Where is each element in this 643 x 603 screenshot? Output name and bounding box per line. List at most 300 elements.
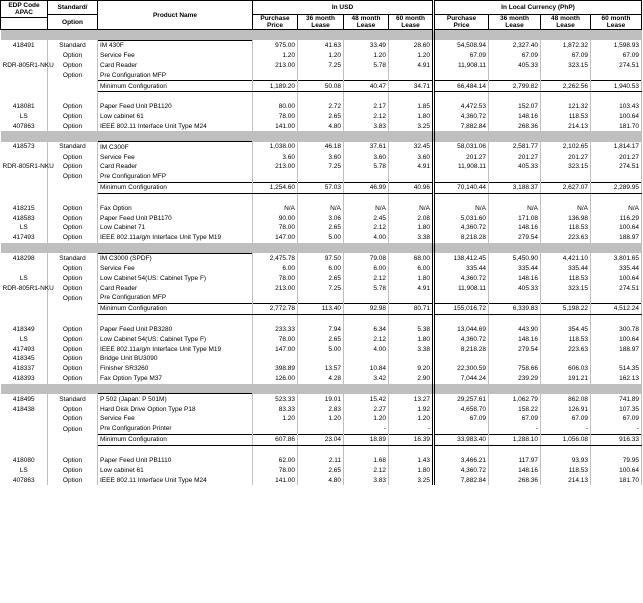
php-lease48-cell: 67.09	[541, 414, 591, 424]
php-lease36-cell: 268.36	[489, 475, 541, 485]
usd-purchase-cell	[253, 92, 298, 102]
usd-lease60-cell: 2.08	[389, 213, 434, 223]
php-purchase-cell: 11,908.11	[434, 283, 489, 293]
separator-cell	[489, 30, 541, 41]
php-purchase-cell	[434, 172, 489, 182]
separator-cell	[389, 243, 434, 253]
usd-lease48-cell: 2.12	[344, 112, 389, 122]
usd-lease48-cell: 4.00	[344, 344, 389, 354]
php-lease60-cell: -	[591, 424, 642, 434]
usd-lease60-cell: 3.25	[389, 122, 434, 132]
separator-cell	[541, 30, 591, 41]
php-lease60-cell	[591, 193, 642, 203]
standard-option-cell: Standard	[48, 394, 98, 404]
php-lease36-cell: 117.97	[489, 455, 541, 465]
usd-lease36-cell: 4.80	[298, 475, 344, 485]
php-lease36-cell: 67.09	[489, 414, 541, 424]
php-lease48-cell	[541, 354, 591, 364]
table-row	[1, 233, 642, 243]
product-name-cell: Fax Option	[98, 203, 253, 213]
product-name-cell: Minimum Configuration	[98, 81, 253, 92]
usd-lease60-cell: 1.20	[389, 414, 434, 424]
usd-purchase-cell: 147.00	[253, 233, 298, 243]
php-lease48-cell: 323.15	[541, 61, 591, 71]
usd-lease48-cell: 2.12	[344, 465, 389, 475]
php-purchase-cell: 3,466.21	[434, 455, 489, 465]
usd-lease48-cell: 1.68	[344, 455, 389, 465]
php-lease60-cell: 100.64	[591, 273, 642, 283]
usd-lease48-cell: 3.42	[344, 374, 389, 384]
usd-lease48-cell	[344, 314, 389, 324]
php-purchase-cell: 8,218.28	[434, 344, 489, 354]
table-body	[1, 30, 642, 485]
php-lease36-cell: 158.22	[489, 404, 541, 414]
php-lease36-cell: 148.16	[489, 223, 541, 233]
usd-lease48-cell: N/A	[344, 203, 389, 213]
usd-lease48-cell: 4.00	[344, 233, 389, 243]
local-group-header: In Local Currency (PhP)	[434, 1, 642, 15]
separator-cell	[541, 384, 591, 394]
php-purchase-cell: 5,031.60	[434, 213, 489, 223]
php-lease36-cell: N/A	[489, 203, 541, 213]
php-lease36-cell	[489, 354, 541, 364]
usd-purchase-cell: 607.86	[253, 434, 298, 445]
standard-option-cell: Option	[48, 223, 98, 233]
edp-code-cell: 418393	[1, 374, 48, 384]
edp-code-cell: 418298	[1, 253, 48, 263]
separator-cell	[434, 30, 489, 41]
standard-option-cell: Option	[48, 334, 98, 344]
table-row	[1, 70, 642, 80]
edp-code-cell: 418345	[1, 354, 48, 364]
php-lease48-cell: 118.53	[541, 223, 591, 233]
separator-cell	[253, 243, 298, 253]
product-name-cell: Bridge Unit BU3090	[98, 354, 253, 364]
table-row	[1, 122, 642, 132]
usd-lease48-cell	[344, 445, 389, 455]
php-purchase-cell: 54,508.94	[434, 40, 489, 50]
php-lease48-cell: 93.93	[541, 455, 591, 465]
edp-code-header: EDP Code APAC	[1, 1, 48, 18]
usd-lease60-cell: 4.91	[389, 162, 434, 172]
php-lease36-cell: 3,188.37	[489, 182, 541, 193]
usd-lease36-cell	[298, 354, 344, 364]
php-lease60-cell: 4,512.24	[591, 303, 642, 314]
standard-option-cell	[48, 81, 98, 92]
usd-lease60-cell	[389, 92, 434, 102]
php-lease60-cell: 274.51	[591, 162, 642, 172]
php-lease36-cell: 443.90	[489, 324, 541, 334]
separator-cell	[344, 131, 389, 141]
php-lease48-cell: -	[541, 424, 591, 434]
usd-lease48-cell: 1.20	[344, 51, 389, 61]
edp-code-cell: 418349	[1, 324, 48, 334]
edp-code-cell	[1, 314, 48, 324]
php-purchase-cell: 4,360.72	[434, 273, 489, 283]
standard-option-cell: Standard	[48, 142, 98, 152]
php-lease36-cell	[489, 445, 541, 455]
php-lease60-cell: 188.97	[591, 233, 642, 243]
edp-code-cell: 418081	[1, 102, 48, 112]
edp-code-cell	[1, 263, 48, 273]
table-row	[1, 283, 642, 293]
separator-cell	[298, 384, 344, 394]
php-lease48-cell	[541, 172, 591, 182]
usd-lease36-cell: 50.08	[298, 81, 344, 92]
product-name-cell: Finisher SR3260	[98, 364, 253, 374]
usd-lease48-cell: 18.89	[344, 434, 389, 445]
standard-option-cell: Option	[48, 293, 98, 303]
standard-option-cell: Option	[48, 404, 98, 414]
table-row	[1, 354, 642, 364]
usd-lease60-cell: 40.96	[389, 182, 434, 193]
usd-purchase-cell: 213.00	[253, 61, 298, 71]
usd-lease60-cell: 1.80	[389, 465, 434, 475]
usd-purchase-cell: 126.00	[253, 374, 298, 384]
php-purchase-cell: 138,412.45	[434, 253, 489, 263]
php-lease36-cell: 148.16	[489, 112, 541, 122]
php-lease36-cell: 6,339.83	[489, 303, 541, 314]
separator-cell	[48, 30, 98, 41]
php-lease48-cell: 223.63	[541, 233, 591, 243]
product-name-cell: Pre Configuration MFP	[98, 293, 253, 303]
edp-code-cell: 418573	[1, 142, 48, 152]
standard-option-cell	[48, 303, 98, 314]
table-row	[1, 40, 642, 50]
php-lease48-cell: 118.53	[541, 273, 591, 283]
edp-code-header-spacer	[1, 18, 48, 30]
product-name-cell: Card Reader	[98, 61, 253, 71]
separator-cell	[298, 131, 344, 141]
separator-cell	[344, 384, 389, 394]
usd-purchase-cell: 523.33	[253, 394, 298, 404]
table-row	[1, 374, 642, 384]
usd-lease36-cell: 4.28	[298, 374, 344, 384]
php-lease48-cell: 323.15	[541, 162, 591, 172]
product-name-cell	[98, 92, 253, 102]
standard-option-cell: Option	[48, 233, 98, 243]
table-row	[1, 223, 642, 233]
separator-cell	[1, 243, 48, 253]
php-lease36-cell: 405.33	[489, 61, 541, 71]
usd-lease48-cell: 5.78	[344, 61, 389, 71]
php-lease48-cell	[541, 293, 591, 303]
usd-lease36-cell	[298, 92, 344, 102]
php-lease60-cell	[591, 172, 642, 182]
usd-purchase-cell	[253, 172, 298, 182]
usd-purchase-cell: 1.20	[253, 414, 298, 424]
usd-purchase-cell: 80.00	[253, 102, 298, 112]
usd-purchase-cell: 78.00	[253, 273, 298, 283]
separator-cell	[48, 384, 98, 394]
usd-lease36-cell: 2.65	[298, 223, 344, 233]
php-lease60-cell	[591, 445, 642, 455]
php-purchase-cell	[434, 424, 489, 434]
php-lease60-cell	[591, 293, 642, 303]
php-lease48-cell: 136.98	[541, 213, 591, 223]
edp-code-cell: 418080	[1, 455, 48, 465]
product-name-cell: Fax Option Type M37	[98, 374, 253, 384]
php-lease36-cell: 5,450.90	[489, 253, 541, 263]
standard-option-cell: Option	[48, 324, 98, 334]
product-name-cell: Pre Configuration MFP	[98, 172, 253, 182]
php-lease60-cell: 1,598.93	[591, 40, 642, 50]
php-lease60-cell: 100.64	[591, 465, 642, 475]
section-separator	[1, 131, 642, 141]
table-row	[1, 293, 642, 303]
standard-option-cell: Option	[48, 112, 98, 122]
usd-purchase-cell	[253, 314, 298, 324]
usd-purchase-cell: 78.00	[253, 334, 298, 344]
usd-lease60-cell: 1.80	[389, 334, 434, 344]
php-purchase-cell	[434, 70, 489, 80]
usd-lease36-cell: 6.00	[298, 263, 344, 273]
section-separator	[1, 243, 642, 253]
usd-purchase-cell: 62.00	[253, 455, 298, 465]
standard-option-cell: Option	[48, 70, 98, 80]
php-lease48-cell: 214.13	[541, 122, 591, 132]
php-lease60-cell: 916.33	[591, 434, 642, 445]
php-purchase-cell: 335.44	[434, 263, 489, 273]
usd-lease36-cell	[298, 314, 344, 324]
product-name-cell: Pre Configuration Printer	[98, 424, 253, 434]
usd-lease48-cell: 92.98	[344, 303, 389, 314]
standard-option-cell: Option	[48, 414, 98, 424]
standard-option-cell: Option	[48, 162, 98, 172]
edp-code-cell: 418491	[1, 40, 48, 50]
usd-lease48-cell	[344, 193, 389, 203]
standard-option-cell	[48, 193, 98, 203]
standard-option-cell	[48, 445, 98, 455]
usd-lease36-cell	[298, 70, 344, 80]
separator-cell	[591, 384, 642, 394]
usd-lease48-cell: 2.12	[344, 223, 389, 233]
php-lease36-cell: -	[489, 424, 541, 434]
php-lease60-cell: 300.78	[591, 324, 642, 334]
usd-lease48-cell: 2.12	[344, 334, 389, 344]
standard-option-cell: Option	[48, 172, 98, 182]
usd-lease36-cell: 2.65	[298, 334, 344, 344]
php-lease60-cell: 162.13	[591, 374, 642, 384]
edp-code-cell: 418438	[1, 404, 48, 414]
php-lease60-cell: 514.35	[591, 364, 642, 374]
php-purchase-cell: 11,908.11	[434, 162, 489, 172]
edp-code-cell	[1, 445, 48, 455]
separator-cell	[1, 384, 48, 394]
usd-lease36-cell: 23.04	[298, 434, 344, 445]
table-row	[1, 81, 642, 92]
usd-lease48-cell: 3.60	[344, 152, 389, 162]
php-lease60-cell: 67.09	[591, 414, 642, 424]
separator-cell	[253, 384, 298, 394]
usd-purchase-cell: 90.00	[253, 213, 298, 223]
php-lease48-cell: 323.15	[541, 283, 591, 293]
usd-purchase-cell: 1.20	[253, 51, 298, 61]
php-lease60-cell: 79.95	[591, 455, 642, 465]
php-lease36-cell: 239.29	[489, 374, 541, 384]
php-lease36-cell: 148.16	[489, 465, 541, 475]
standard-option-cell	[48, 314, 98, 324]
php-lease60-cell: 741.89	[591, 394, 642, 404]
php-lease48-cell: 1,872.32	[541, 40, 591, 50]
php-purchase-cell: 29,257.61	[434, 394, 489, 404]
separator-cell	[489, 243, 541, 253]
product-name-cell: Pre Configuration MFP	[98, 70, 253, 80]
standard-option-cell: Option	[48, 354, 98, 364]
usd-lease60-cell: 1.92	[389, 404, 434, 414]
php-lease48-cell: 2,262.56	[541, 81, 591, 92]
php-lease48-cell: 118.53	[541, 465, 591, 475]
product-name-cell: Minimum Configuration	[98, 434, 253, 445]
edp-code-cell: 418495	[1, 394, 48, 404]
separator-cell	[591, 30, 642, 41]
separator-cell	[98, 30, 253, 41]
usd-lease36-cell	[298, 172, 344, 182]
php-purchase-cell: 22,300.59	[434, 364, 489, 374]
usd-lease36-cell: 2.65	[298, 112, 344, 122]
separator-cell	[434, 131, 489, 141]
usd-lease48-cell: 33.49	[344, 40, 389, 50]
php-lease36-cell: 201.27	[489, 152, 541, 162]
usd-lease36-cell: 1.20	[298, 414, 344, 424]
usd-lease36-cell	[298, 293, 344, 303]
usd-lease60-cell: 3.38	[389, 233, 434, 243]
edp-code-cell: LS	[1, 273, 48, 283]
edp-code-cell	[1, 182, 48, 193]
edp-code-cell: 407863	[1, 122, 48, 132]
edp-code-cell: RDR-805R1-NKU	[2, 61, 54, 69]
usd-lease60-cell: 28.60	[389, 40, 434, 50]
table-row	[1, 404, 642, 414]
php-lease60-cell: 1,814.17	[591, 142, 642, 152]
usd-lease60-cell: 1.80	[389, 112, 434, 122]
php-lease36-cell	[489, 92, 541, 102]
php-lease60-cell: 107.35	[591, 404, 642, 414]
php-lease48-cell	[541, 445, 591, 455]
usd-purchase-cell	[253, 293, 298, 303]
php-lease36-cell: 2,799.82	[489, 81, 541, 92]
standard-option-cell: Option	[48, 122, 98, 132]
php-lease60-cell: 3,801.65	[591, 253, 642, 263]
table-row	[1, 142, 642, 152]
standard-option-cell: Option	[48, 203, 98, 213]
usd-lease36-cell: 7.25	[298, 283, 344, 293]
usd-lease48-cell	[344, 354, 389, 364]
edp-code-cell	[1, 414, 48, 424]
php-purchase-cell	[434, 314, 489, 324]
product-name-cell: Card Reader	[98, 162, 253, 172]
product-name-cell: IM 430F	[98, 40, 253, 50]
edp-code-cell	[1, 172, 48, 182]
php-lease48-cell: 67.09	[541, 51, 591, 61]
php-lease60-cell: 100.64	[591, 334, 642, 344]
php-purchase-cell: N/A	[434, 203, 489, 213]
table-row	[1, 51, 642, 61]
php-lease60-cell	[591, 92, 642, 102]
php-purchase-cell: 4,360.72	[434, 465, 489, 475]
edp-code-cell	[1, 434, 48, 445]
usd-lease48-cell: 2.45	[344, 213, 389, 223]
product-name-cell: IEEE 802.11a/g/n Interface Unit Type M19	[98, 233, 253, 243]
usd-lease60-cell	[389, 354, 434, 364]
product-name-cell: Low cabinet 61	[98, 112, 253, 122]
table-row	[1, 213, 642, 223]
php-lease48-cell: 862.08	[541, 394, 591, 404]
usd-lease48-cell	[344, 172, 389, 182]
usd-lease60-cell: 3.25	[389, 475, 434, 485]
product-name-cell: Card Reader	[98, 283, 253, 293]
php-lease36-cell: 268.36	[489, 122, 541, 132]
table-row	[1, 424, 642, 434]
table-row	[1, 112, 642, 122]
php-lease36-cell: 405.33	[489, 283, 541, 293]
usd-lease60-cell: 80.71	[389, 303, 434, 314]
table-row	[1, 303, 642, 314]
table-row	[1, 203, 642, 213]
standard-option-cell: Option	[48, 152, 98, 162]
product-name-cell: Service Fee	[98, 51, 253, 61]
php-purchase-cell: 58,031.06	[434, 142, 489, 152]
php-purchase-cell: 8,218.28	[434, 233, 489, 243]
php-lease48-cell: 2,102.65	[541, 142, 591, 152]
separator-cell	[434, 384, 489, 394]
usd-purchase-cell: 141.00	[253, 475, 298, 485]
usd-lease36-cell: 97.50	[298, 253, 344, 263]
product-name-cell: Minimum Configuration	[98, 303, 253, 314]
table-row	[1, 344, 642, 354]
usd-lease60-cell: 4.91	[389, 61, 434, 71]
usd-purchase-cell: 78.00	[253, 223, 298, 233]
standard-option-cell: Option	[48, 424, 98, 434]
php-lease36-cell: 67.09	[489, 51, 541, 61]
php-lease48-cell: 121.32	[541, 102, 591, 112]
usd-lease60-cell: 1.80	[389, 223, 434, 233]
product-name-cell: IEEE 802.11a/g/n Interface Unit Type M19	[98, 344, 253, 354]
php-purchase-cell: 4,658.70	[434, 404, 489, 414]
php-lease48-cell: 2,627.07	[541, 182, 591, 193]
php-lease36-cell	[489, 70, 541, 80]
usd-lease36-cell: 3.60	[298, 152, 344, 162]
usd-lease60-cell	[389, 70, 434, 80]
edp-code-cell: LS	[1, 223, 48, 233]
php-lease60-cell: 181.70	[591, 475, 642, 485]
php-lease60-cell: 2,289.95	[591, 182, 642, 193]
usd-lease60-cell	[389, 293, 434, 303]
standard-option-cell: Option	[48, 374, 98, 384]
php-lease36-cell: 1,288.10	[489, 434, 541, 445]
usd-lease60-cell: 16.39	[389, 434, 434, 445]
standard-option-cell: Option	[48, 263, 98, 273]
standard-option-cell: Option	[48, 465, 98, 475]
table-row	[1, 273, 642, 283]
product-name-cell	[98, 445, 253, 455]
product-name-cell: Service Fee	[98, 152, 253, 162]
separator-cell	[489, 131, 541, 141]
php-lease60-cell: 274.51	[591, 61, 642, 71]
usd-lease36-cell: 1.20	[298, 51, 344, 61]
product-name-cell: P 502 (Japan: P 501M)	[98, 394, 253, 404]
usd-lease48-cell: 3.83	[344, 475, 389, 485]
edp-code-cell: RDR-805R1-NKU	[2, 163, 54, 171]
usd-purchase-cell: 78.00	[253, 465, 298, 475]
usd-lease60-header: 60 month Lease	[389, 15, 434, 30]
separator-cell	[48, 131, 98, 141]
separator-cell	[253, 131, 298, 141]
usd-purchase-cell: 398.89	[253, 364, 298, 374]
usd-lease48-cell: 6.34	[344, 324, 389, 334]
edp-code-cell: LS	[1, 112, 48, 122]
usd-lease36-cell: 2.11	[298, 455, 344, 465]
